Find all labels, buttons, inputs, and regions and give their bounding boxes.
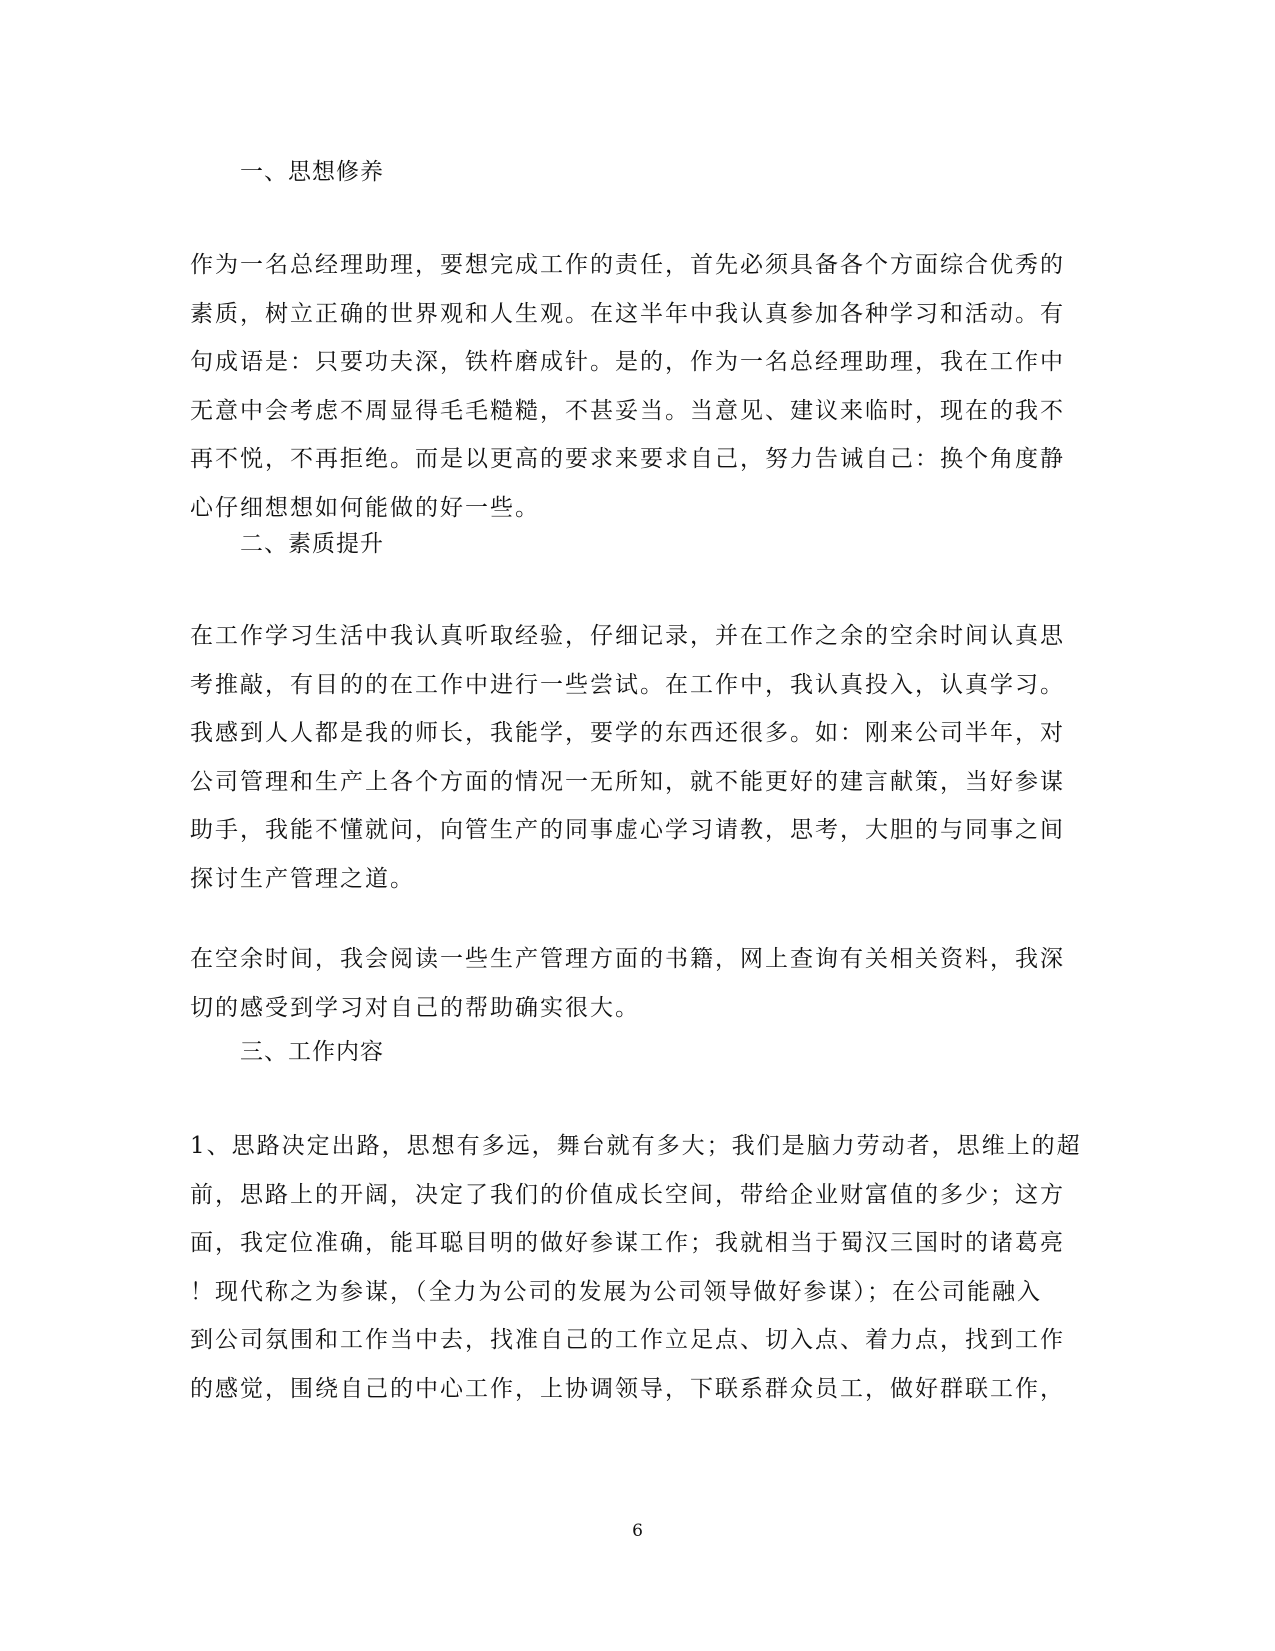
- paragraph-line: 在空余时间，我会阅读一些生产管理方面的书籍，网上查询有关相关资料，我深: [190, 946, 1065, 972]
- paragraph-2: [190, 612, 1090, 903]
- page-number: 6: [632, 1521, 643, 1541]
- paragraph-line: 句成语是：只要功夫深，铁杵磨成针。是的，作为一名总经理助理，我在工作中: [190, 349, 1065, 375]
- paragraph-line: 在工作学习生活中我认真听取经验，仔细记录，并在工作之余的空余时间认真思: [190, 623, 1065, 649]
- paragraph-line: 公司管理和生产上各个方面的情况一无所知，就不能更好的建言献策，当好参谋: [190, 768, 1065, 795]
- paragraph-line: 切的感受到学习对自己的帮助确实很大。: [190, 994, 640, 1021]
- paragraph-line: 探讨生产管理之道。: [190, 865, 415, 892]
- paragraph-line: 到公司氛围和工作当中去，找准自己的工作立足点、切入点、着力点，找到工作: [190, 1327, 1065, 1353]
- paragraph-line: 1、思路决定出路，思想有多远，舞台就有多大；我们是脑力劳动者，思维上的超: [190, 1133, 1082, 1159]
- section-heading-2: 二、素质提升: [240, 531, 384, 557]
- paragraph-line: 前，思路上的开阔，决定了我们的价值成长空间，带给企业财富值的多少；这方: [190, 1181, 1065, 1208]
- paragraph-line: 无意中会考虑不周显得毛毛糙糙，不甚妥当。当意见、建议来临时，现在的我不: [190, 397, 1065, 424]
- paragraph-3: [190, 935, 1090, 1032]
- paragraph-line: 作为一名总经理助理，要想完成工作的责任，首先必须具备各个方面综合优秀的: [190, 252, 1065, 278]
- paragraph-line: 素质，树立正确的世界观和人生观。在这半年中我认真参加各种学习和活动。有: [190, 300, 1065, 327]
- paragraph-line: 心仔细想想如何能做的好一些。: [190, 494, 540, 521]
- paragraph-line: 考推敲，有目的的在工作中进行一些尝试。在工作中，我认真投入，认真学习。: [190, 671, 1065, 698]
- paragraph-1: [190, 241, 1090, 532]
- paragraph-4: [190, 1122, 1090, 1413]
- paragraph-line: ！现代称之为参谋，（全力为公司的发展为公司领导做好参谋）；在公司能融入: [190, 1278, 1042, 1305]
- section-heading-3: 三、工作内容: [240, 1039, 384, 1065]
- paragraph-line: 我感到人人都是我的师长，我能学，要学的东西还很多。如：刚来公司半年，对: [190, 720, 1065, 746]
- paragraph-line: 面，我定位准确，能耳聪目明的做好参谋工作；我就相当于蜀汉三国时的诸葛亮: [190, 1230, 1065, 1256]
- paragraph-line: 再不悦，不再拒绝。而是以更高的要求来要求自己，努力告诫自己：换个角度静: [190, 446, 1065, 472]
- paragraph-line: 助手，我能不懂就问，向管生产的同事虚心学习请教，思考，大胆的与同事之间: [190, 817, 1065, 843]
- section-heading-1: 一、思想修养: [240, 159, 384, 185]
- paragraph-line: 的感觉，围绕自己的中心工作，上协调领导，下联系群众员工，做好群联工作，: [190, 1375, 1065, 1402]
